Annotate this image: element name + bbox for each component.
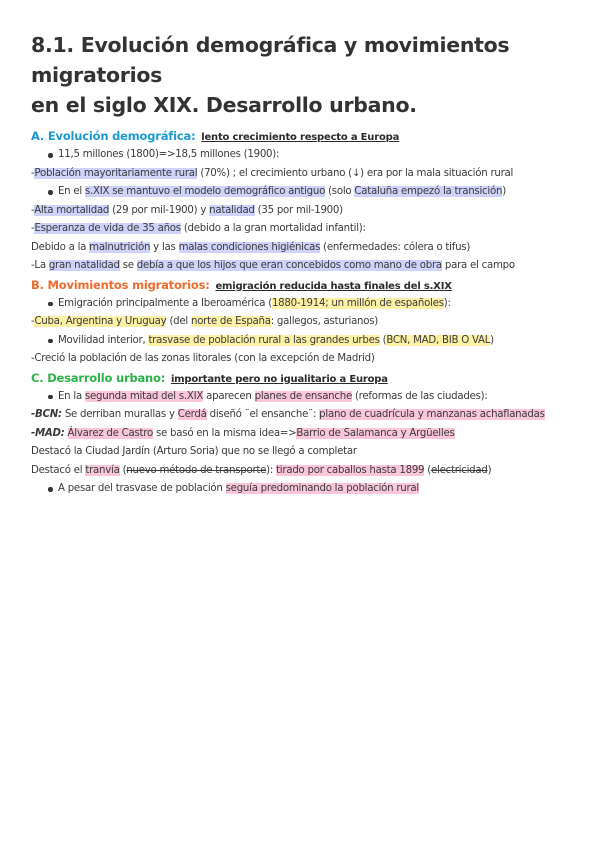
text-span: ): bbox=[443, 297, 451, 309]
text-span: Emigración principalmente a Iberoamérica ( bbox=[58, 297, 272, 309]
text-span: Destacó el bbox=[31, 464, 86, 476]
text-line bbox=[31, 202, 576, 221]
list-item bbox=[31, 388, 576, 407]
section-c-heading bbox=[31, 370, 576, 388]
text-span: Movilidad interior, bbox=[58, 334, 149, 346]
text-span: - bbox=[31, 204, 35, 216]
highlight-blue: gran natalidad bbox=[48, 260, 120, 271]
section-b-title: B. Movimientos migratorios: bbox=[31, 277, 210, 292]
highlight-yellow: 1880-1914; un millón de españoles bbox=[271, 297, 444, 309]
text-line bbox=[31, 350, 576, 369]
strikethrough-text: electricidad bbox=[431, 464, 488, 476]
text-span: para el campo bbox=[441, 260, 515, 271]
text-span: ) bbox=[490, 334, 494, 346]
text-line bbox=[31, 257, 576, 276]
highlight-blue: malas condiciones higiénicas bbox=[178, 241, 321, 253]
strikethrough-text: nuevo método de transporte bbox=[126, 464, 267, 476]
text-line bbox=[31, 220, 576, 239]
text-line bbox=[31, 239, 576, 258]
text-span: 11,5 millones (1800)=>18,5 millones (1900): bbox=[58, 149, 280, 160]
highlight-blue: debía a que los hijos que eran concebidos como mano de obra bbox=[136, 260, 442, 271]
highlight-pink: planes de ensanche bbox=[254, 390, 352, 402]
text-line bbox=[31, 462, 576, 481]
highlight-yellow: trasvase de población rural a las grandes urbes bbox=[148, 334, 380, 346]
text-span: ) bbox=[502, 186, 506, 197]
text-line bbox=[31, 425, 576, 444]
text-span: Se derriban murallas y bbox=[61, 409, 178, 420]
section-a-heading bbox=[31, 128, 576, 146]
text-span: y las bbox=[150, 241, 179, 253]
section-a-title: A. Evolución demográfica: bbox=[31, 129, 196, 143]
text-span: - bbox=[31, 223, 35, 234]
section-c-title: C. Desarrollo urbano: bbox=[31, 370, 166, 385]
text-span: (29 por mil-1900) y bbox=[109, 204, 210, 216]
text-line bbox=[31, 165, 576, 184]
list-item bbox=[31, 332, 576, 351]
list-item bbox=[31, 480, 576, 499]
text-span: (enfermedades: cólera o tifus) bbox=[320, 241, 471, 253]
text-span: - bbox=[31, 316, 35, 327]
text-span: (debido a la gran mortalidad infantil): bbox=[180, 223, 366, 234]
text-span: ( bbox=[119, 464, 127, 476]
text-span: ) bbox=[487, 464, 492, 476]
highlight-pink: Barrio de Salamanca y Argüelles bbox=[296, 427, 455, 439]
text-span: -Creció la población de las zonas litorales (con la excepción de Madrid) bbox=[31, 353, 375, 364]
title-line-2: en el siglo XIX. Desarrollo urbano. bbox=[31, 93, 417, 117]
highlight-pink: plano de cuadrícula y manzanas achaflanadas bbox=[319, 409, 545, 420]
document-page bbox=[31, 30, 576, 499]
text-span: En la bbox=[58, 390, 85, 402]
text-span: - bbox=[31, 167, 35, 179]
section-a-subtitle: lento crecimiento respecto a Europa bbox=[201, 132, 400, 143]
highlight-yellow: BCN, MAD, BIB O VAL bbox=[386, 334, 491, 346]
highlight-yellow: Cuba, Argentina y Uruguay bbox=[34, 316, 167, 327]
text-span: aparecen bbox=[203, 390, 255, 402]
text-span: ( bbox=[379, 334, 387, 346]
title-line-1: 8.1. Evolución demográfica y movimientos migratorios bbox=[31, 33, 510, 87]
text-span: (del bbox=[166, 316, 191, 327]
section-c-subtitle: importante pero no igualitario a Europa bbox=[170, 373, 388, 385]
highlight-pink: tirado por caballos hasta 1899 bbox=[276, 464, 425, 476]
text-line bbox=[31, 313, 576, 332]
highlight-blue: Alta mortalidad bbox=[34, 204, 110, 216]
highlight-blue: Cataluña empezó la transición bbox=[354, 186, 503, 197]
text-span: se basó en la misma idea=> bbox=[153, 427, 297, 439]
highlight-pink: Álvarez de Castro bbox=[67, 427, 153, 439]
page-title bbox=[31, 30, 576, 120]
text-line bbox=[31, 443, 576, 462]
text-span: (reformas de las ciudades): bbox=[351, 390, 488, 402]
highlight-pink: tranvía bbox=[85, 464, 120, 476]
highlight-blue: natalidad bbox=[209, 204, 255, 216]
text-span: A pesar del trasvase de población bbox=[58, 483, 226, 494]
text-span: diseñó ¨el ensanche¨: bbox=[206, 409, 320, 420]
text-span: Debido a la bbox=[31, 241, 90, 253]
section-b-subtitle: emigración reducida hasta finales del s.XIX bbox=[215, 280, 452, 292]
list-item bbox=[31, 183, 576, 202]
list-item bbox=[31, 295, 576, 314]
text-span: Destacó la Ciudad Jardín (Arturo Soria) que no se llegó a completar bbox=[31, 446, 357, 457]
highlight-blue: malnutrición bbox=[89, 241, 151, 253]
highlight-yellow: norte de España bbox=[190, 316, 271, 327]
text-span: : gallegos, asturianos) bbox=[270, 316, 379, 327]
text-span: ( bbox=[424, 464, 432, 476]
highlight-pink: Cerdá bbox=[177, 409, 207, 420]
text-span: -La bbox=[31, 260, 49, 271]
text-line bbox=[31, 406, 576, 425]
highlight-blue: Esperanza de vida de 35 años bbox=[34, 223, 181, 234]
section-b-heading bbox=[31, 277, 576, 295]
highlight-pink: segunda mitad del s.XIX bbox=[84, 390, 204, 402]
highlight-blue: s.XIX se mantuvo el modelo demográfico antiguo bbox=[84, 186, 326, 197]
text-span: (35 por mil-1900) bbox=[254, 204, 343, 216]
highlight-pink: seguía predominando la población rural bbox=[225, 483, 419, 494]
text-span: (70%) ; el crecimiento urbano (↓) era por la mala situación rural bbox=[197, 167, 514, 179]
city-label-mad: -MAD: bbox=[31, 427, 65, 439]
list-item bbox=[31, 146, 576, 165]
text-span: ): bbox=[266, 464, 277, 476]
text-span: (solo bbox=[325, 186, 355, 197]
city-label-bcn: -BCN: bbox=[31, 409, 62, 420]
text-span: se bbox=[119, 260, 137, 271]
highlight-blue: Población mayoritariamente rural bbox=[34, 167, 198, 179]
text-span: En el bbox=[58, 186, 85, 197]
